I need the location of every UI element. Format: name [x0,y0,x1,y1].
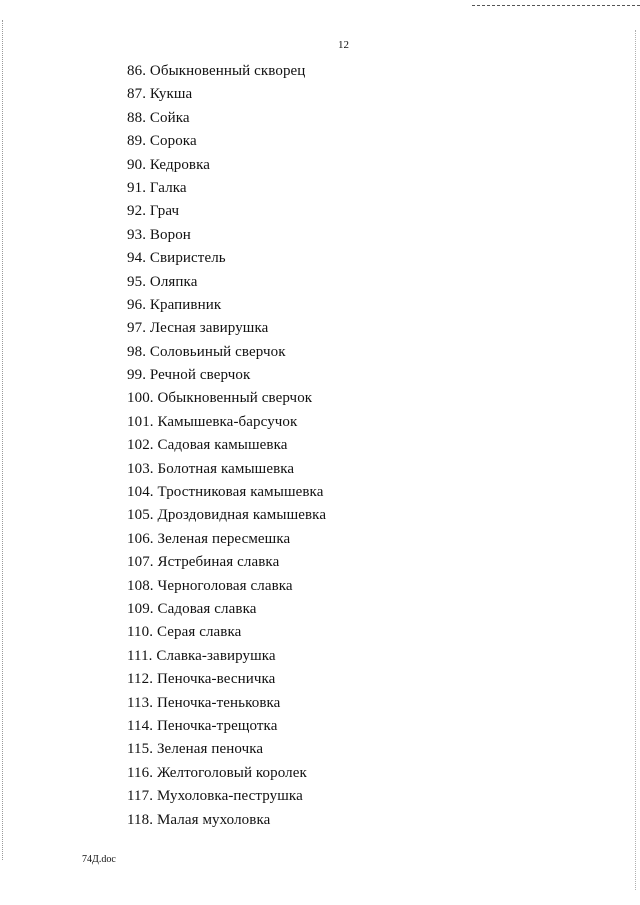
list-item: 97. Лесная завирушка [127,320,269,337]
list-item: 101. Камышевка-барсучок [127,413,298,430]
list-item: 105. Дроздовидная камышевка [127,507,327,524]
list-item: 89. Сорока [127,133,197,150]
list-item: 118. Малая мухоловка [127,811,271,828]
list-item: 100. Обыкновенный сверчок [127,390,313,407]
list-item: 109. Садовая славка [127,600,257,617]
list-item: 94. Свиристель [127,250,226,267]
list-item: 116. Желтоголовый королек [127,764,307,781]
list-item: 99. Речной сверчок [127,367,251,384]
scan-edge-left [2,20,3,860]
list-item: 91. Галка [127,179,187,196]
list-item: 102. Садовая камышевка [127,437,288,454]
list-item: 104. Тростниковая камышевка [127,484,324,501]
scan-top-mark [472,5,640,6]
list-item: 92. Грач [127,203,180,220]
list-item: 111. Славка-завирушка [127,647,276,664]
list-item: 107. Ястребиная славка [127,554,280,571]
list-item: 98. Соловьиный сверчок [127,343,286,360]
list-item: 96. Крапивник [127,296,222,313]
list-item: 112. Пеночка-весничка [127,671,276,688]
page-number: 12 [338,39,349,51]
list-item: 88. Сойка [127,109,190,126]
list-item: 108. Черноголовая славка [127,577,293,594]
list-item: 86. Обыкновенный скворец [127,63,306,79]
list-item: 115. Зеленая пеночка [127,741,264,758]
list-item: 90. Кедровка [127,156,211,173]
list-item: 117. Мухоловка-пеструшка [127,788,303,805]
list-item: 113. Пеночка-теньковка [127,694,281,711]
list-item: 93. Ворон [127,226,191,243]
footer-filename: 74Д.doc [82,854,116,865]
list-item: 106. Зеленая пересмешка [127,530,291,547]
list-item: 87. Кукша [127,86,193,103]
list-item: 114. Пеночка-трещотка [127,717,278,734]
list-item: 95. Оляпка [127,273,198,290]
scan-edge-right [635,30,636,890]
list-item: 103. Болотная камышевка [127,460,295,477]
list-item: 110. Серая славка [127,624,242,641]
species-list [127,60,326,832]
